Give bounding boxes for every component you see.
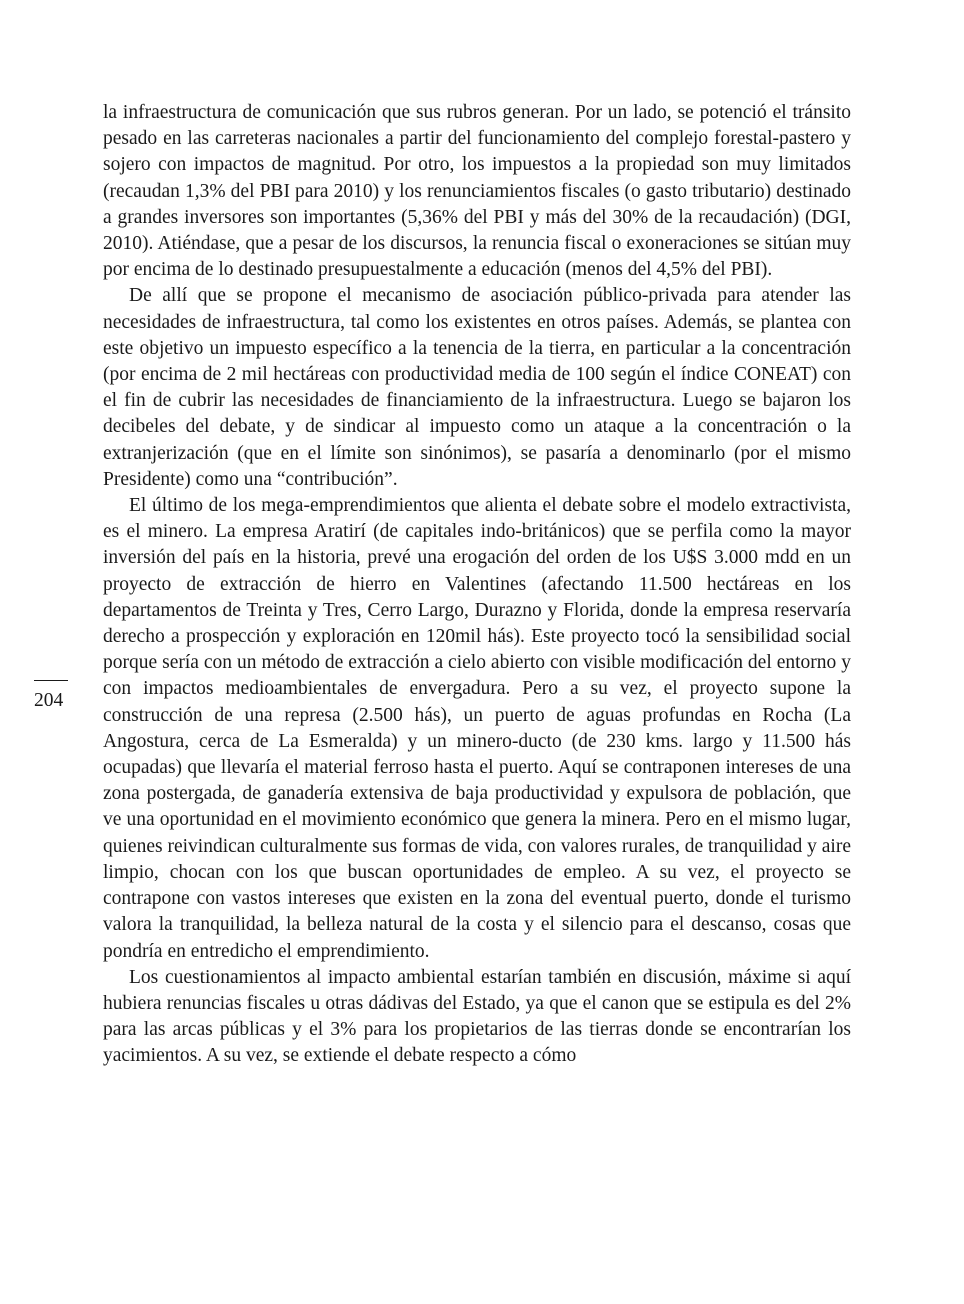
paragraph-3: El último de los mega-emprendimientos que alienta el debate sobre el modelo extractivista, es el minero. La empresa Aratirí (de capitales indo-británicos) que se perfila como la mayor inversión del país en la historia, prevé una erogación del orden de los U$S 3.000 mdd en un proyecto de extracción de hierro en Valentines (afectando 11.500 hectáreas en los departamentos de Treinta y Tres, Cerro Largo, Durazno y Florida, donde la empresa reservaría derecho a prospección y exploración en 120mil hás). Este proyecto tocó la sensibilidad social porque sería con un método de extracción a cielo abierto con visible modificación del entorno y con impactos medioambientales de envergadura. Pero a su vez, el proyecto supone la construcción de una represa (2.500 hás), un puerto de aguas profundas en Rocha (La Angostura, cerca de La Esmeralda) y un minero-ducto (de 230 kms. largo y 11.500 hás ocupadas) que llevaría el material ferroso hasta el puerto. Aquí se contraponen intereses de una zona postergada, de ganadería extensiva de baja productividad y expulsora de población, que ve una oportunidad en el movimiento económico que genera la minera. Pero en el mismo lugar, quienes reivindican culturalmente sus formas de vida, con valores rurales, de tranquilidad y aire limpio, chocan con los que buscan oportunidades de empleo. A su vez, el proyecto se contrapone con vastos intereses que existen en la zona del eventual puerto, donde el turismo valora la tranquilidad, la belleza natural de la costa y el silencio para el descanso, cosas que pondría en entredicho el emprendimiento. <box>103 495 851 962</box>
paragraph-2: De allí que se propone el mecanismo de asociación público-privada para atender las necesidades de infraestructura, tal como los existentes en otros países. Además, se plantea con este objetivo un impuesto específico a la tenencia de la tierra, en particular a la concentración (por encima de 2 mil hectáreas con productividad media de 100 según el índice CONEAT) con el fin de cubrir las necesidades de financiamiento de la infraestructura. Luego se bajaron los decibeles del debate, y de sindicar al impuesto como un ataque a la concentración o la extranjerización (que en el límite son sinónimos), se pasaría a denominarlo (por el mismo Presidente) como una “contribución”. <box>103 285 851 490</box>
paragraph-1: la infraestructura de comunicación que sus rubros generan. Por un lado, se potenció el tránsito pesado en las carreteras nacionales a partir del funcionamiento del complejo forestal-pastero y sojero con impactos de magnitud. Por otro, los impuestos a la propiedad son muy limitados (recaudan 1,3% del PBI para 2010) y los renunciamientos fiscales (o gasto tributario) destinado a grandes inversores son importantes (5,36% del PBI y más del 30% de la recaudación) (DGI, 2010). Atiéndase, que a pesar de los discursos, la renuncia fiscal o exoneraciones se sitúan muy por encima de lo destinado presupuestalmente a educación (menos del 4,5% del PBI). <box>103 102 851 281</box>
page-number-rule <box>34 680 68 681</box>
page-number: 204 <box>34 690 64 711</box>
page-number-block <box>34 680 68 713</box>
body-text <box>103 100 851 1070</box>
paragraph-4: Los cuestionamientos al impacto ambiental estarían también en discusión, máxime si aquí hubiera renuncias fiscales u otras dádivas del Estado, ya que el canon que se estipula es del 2% para las arcas públicas y el 3% para los propietarios de las tierras donde se encontrarían los yacimientos. A su vez, se extiende el debate respecto a cómo <box>103 966 851 1067</box>
